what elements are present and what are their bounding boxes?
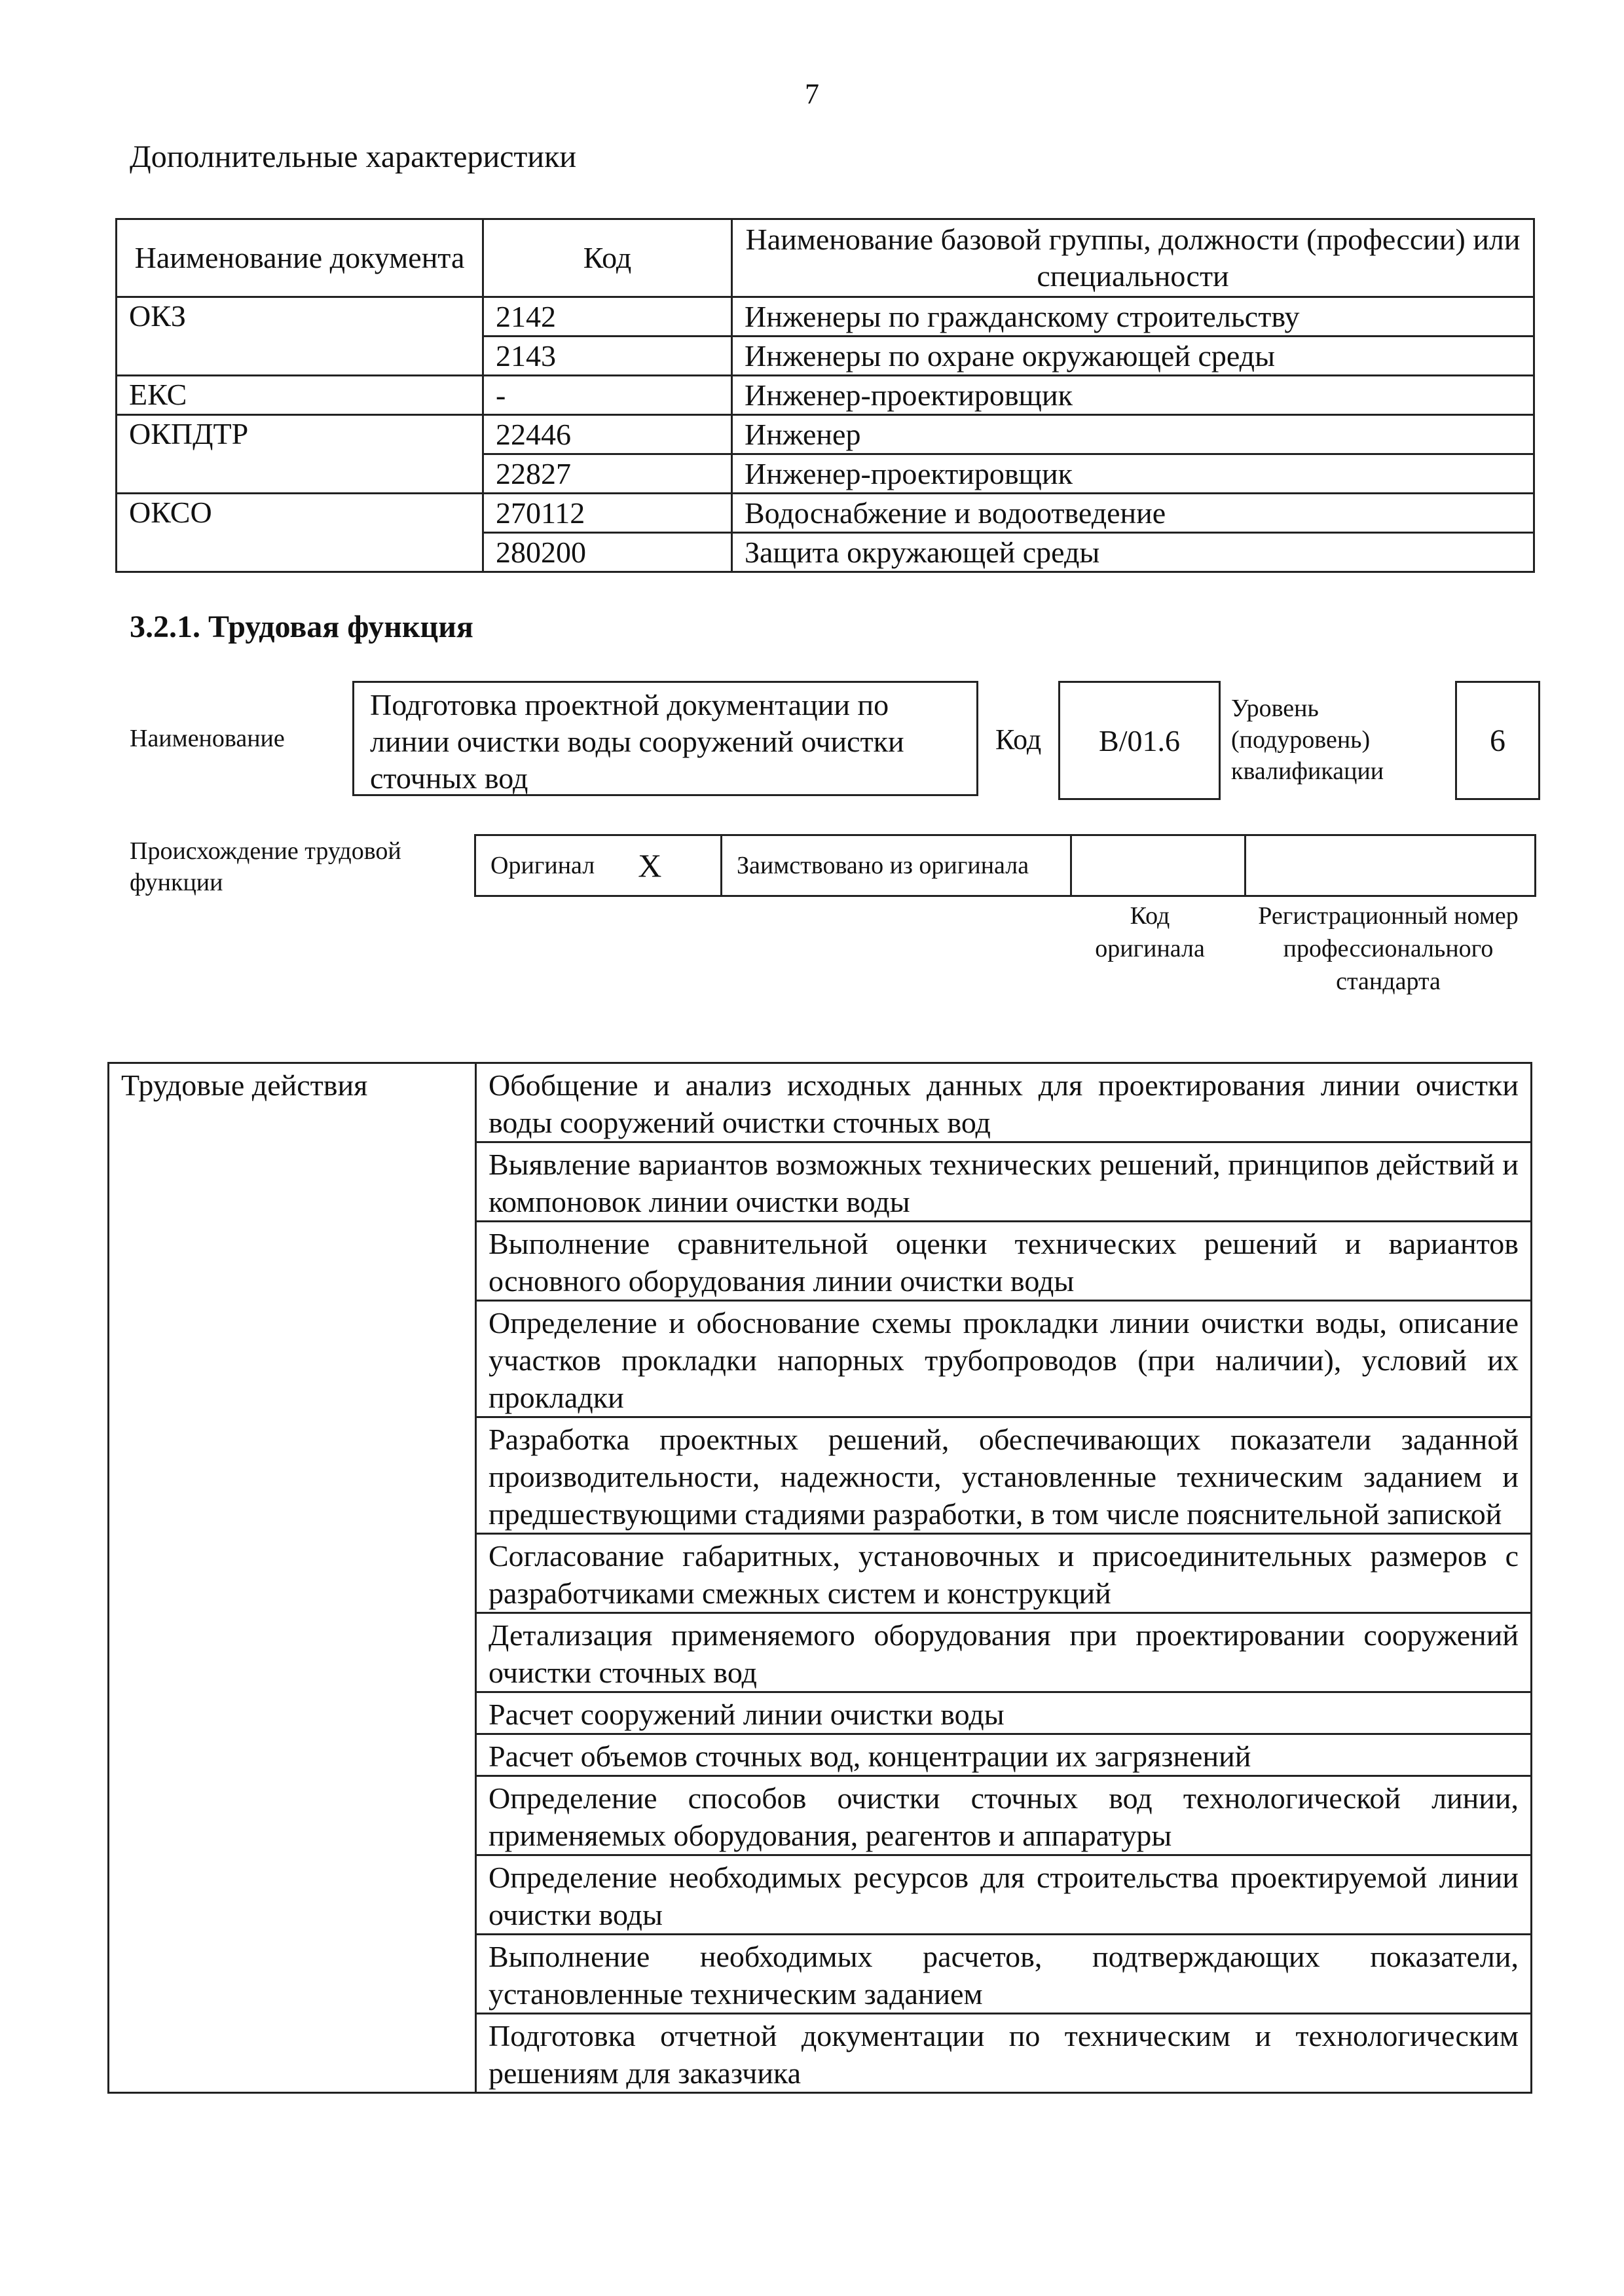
page-number: 7 [805,78,819,110]
origin-label: Происхождение трудовой функции [130,837,401,896]
labor-action: Выявление вариантов возможных технических решений, принципов действий и компоновок линии очистки воды [476,1142,1532,1222]
labor-action: Согласование габаритных, установочных и присоединительных размеров с разработчиками смежных систем и конструкций [476,1534,1532,1613]
labor-action: Расчет объемов сточных вод, концентрации их загрязнений [476,1734,1532,1776]
level-label: Уровень (подуровень) квалификации [1231,695,1384,785]
registration-number-cell [1246,836,1534,895]
table-row [117,494,1534,533]
doc-cell: ОКЗ [117,297,483,376]
labor-action: Обобщение и анализ исходных данных для проектирования линии очистки воды сооружений очистки сточных вод [476,1063,1532,1142]
name-cell: Инженеры по гражданскому строительству [732,297,1534,337]
table-row [109,1063,1532,1142]
labor-action: Выполнение сравнительной оценки технических решений и вариантов основного оборудования линии очистки воды [476,1222,1532,1301]
labor-action: Определение необходимых ресурсов для строительства проектируемой линии очистки воды [476,1855,1532,1935]
name-cell: Инженер-проектировщик [732,376,1534,415]
labor-action: Детализация применяемого оборудования при проектировании сооружений очистки сточных вод [476,1613,1532,1692]
header-name: Наименование базовой группы, должности (профессии) или специальности [732,219,1534,297]
code-cell: 2143 [483,337,732,376]
code-cell: 270112 [483,494,732,533]
name-label: Наименование [130,725,285,752]
table-header-row [117,219,1534,297]
name-cell: Инженеры по охране окружающей среды [732,337,1534,376]
labor-action: Выполнение необходимых расчетов, подтверждающих показатели, установленные техническим заданием [476,1935,1532,2014]
code-cell: - [483,376,732,415]
code-cell: 280200 [483,533,732,572]
labor-actions-header: Трудовые действия [109,1063,476,2093]
name-cell: Инженер-проектировщик [732,454,1534,494]
doc-cell: ЕКС [117,376,483,415]
registration-caption: Регистрационный номер профессионального стандарта [1258,902,1519,995]
original-cell [476,836,722,895]
code-cell: 2142 [483,297,732,337]
labor-action: Разработка проектных решений, обеспечивающих показатели заданной производительности, надежности, установленные техническим заданием и предшествующими стадиями разработки, в том числе пояснительной запиской [476,1417,1532,1534]
labor-action: Определение способов очистки сточных вод технологической линии, применяемых оборудования, реагентов и аппаратуры [476,1776,1532,1855]
code-caption: Код оригинала [1095,902,1205,962]
code-cell: 22446 [483,415,732,454]
doc-cell: ОКПДТР [117,415,483,494]
labor-actions-table [107,1062,1532,2094]
header-code: Код [483,219,732,297]
original-label: Оригинал [490,852,595,879]
function-code-box: B/01.6 [1058,681,1221,800]
code-cell: 22827 [483,454,732,494]
origin-table [474,834,1536,897]
section-heading: 3.2.1. Трудовая функция [130,610,473,644]
header-document: Наименование документа [117,219,483,297]
name-cell: Водоснабжение и водоотведение [732,494,1534,533]
original-mark: X [638,847,662,884]
section-caption: Дополнительные характеристики [130,139,577,174]
labor-action: Расчет сооружений линии очистки воды [476,1692,1532,1734]
table-row [117,376,1534,415]
borrowed-cell: Заимствовано из оригинала [722,836,1072,895]
code-label: Код [995,723,1042,756]
labor-action: Подготовка отчетной документации по техническим и технологическим решениям для заказчика [476,2014,1532,2093]
qualification-level-box: 6 [1455,681,1540,800]
name-cell: Защита окружающей среды [732,533,1534,572]
table-row [117,415,1534,454]
function-name-box: Подготовка проектной документации по линии очистки воды сооружений очистки сточных вод [352,681,978,796]
table-row [117,297,1534,337]
labor-action: Определение и обоснование схемы прокладки линии очистки воды, описание участков прокладки напорных трубопроводов (при наличии), условий их прокладки [476,1301,1532,1417]
original-code-cell [1072,836,1246,895]
doc-cell: ОКСО [117,494,483,572]
characteristics-table [115,218,1535,573]
name-cell: Инженер [732,415,1534,454]
